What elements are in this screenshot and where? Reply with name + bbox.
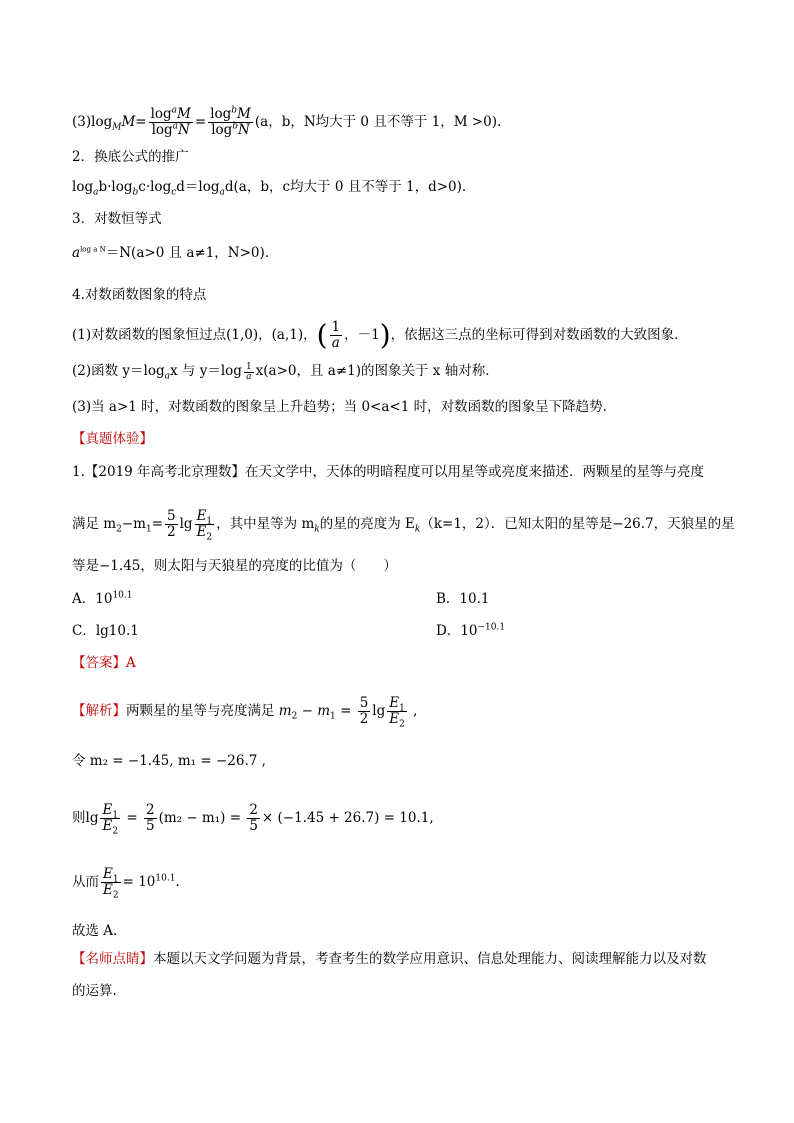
formula-identity: $a^{log a N}=N(a>0$ 且 a≠1，N>0). <box>72 245 270 261</box>
comment-line-2: 的运算. <box>72 983 117 999</box>
question-line-1: 1.【2019 年高考北京理数】在天文学中，天体的明暗程度可以用星等或亮度来描述．两颗星的星等与亮度 <box>72 464 705 480</box>
analysis-line-1: 【解析】两颗星的星等与亮度满足 $m_2 - m_1$ = $\frac{5}{2}$ lg $\frac{E_1}{E_2}$ , <box>72 695 418 730</box>
comment-line-1: 【名师点睛】本题以天文学问题为背景，考查考生的数学应用意识、信息处理能力、阅读理解能力以及对数 <box>72 951 707 967</box>
heading-2: 2．换底公式的推广 <box>72 149 189 165</box>
section4-title: 4.对数函数图象的特点 <box>72 287 207 303</box>
formula-chain: $\log_ab\cdot\log_bc\cdot\log_cd=\log_ad(a$，b，c均大于 0 且不等于 1，d>0). <box>72 179 467 198</box>
question-line-3: 等是−1.45，则太阳与天狼星的亮度的比值为（ ） <box>72 558 397 574</box>
section4-p2: (2)函数 $y=\log_ax$ 与 y＝log $\frac{1}{a}$ x(a>0，且 a≠1)的图象关于 x 轴对称． <box>72 362 499 382</box>
fraction-2: $\frac{\log^bM}{\log^bN}$ <box>210 105 251 138</box>
choice-c[interactable]: C．lg10.1 <box>72 623 139 639</box>
fraction-1: $\frac{\log^aM}{\log^aN}$ <box>150 105 191 138</box>
section4-p1: (1)对数函数的图象恒过点(1,0)，(a,1)，( $\frac{1}{a}$ ，－1)，依据这三点的坐标可得到对数函数的大致图象． <box>72 318 688 352</box>
analysis-line-3: 则lg $\frac{E_1}{E_2}$ = $\frac{2}{5}$ (m₂ − m₁) = $\frac{2}{5}$ × (−1.45 + 26.7) = 10.1, <box>72 802 434 837</box>
choice-b[interactable]: B．10.1 <box>436 591 490 607</box>
formula-change-of-base: $(3)\log_MM=$ $\frac{\log^aM}{\log^aN}$ = $\frac{\log^bM}{\log^bN}$ (a，b，N均大于 0 且不等于 1，M >0). <box>72 105 502 138</box>
exam-heading: 【真题体验】 <box>72 431 153 447</box>
choice-d[interactable]: D．$10^{-10.1}$ <box>436 622 506 639</box>
analysis-conclusion: 故选 A. <box>72 923 118 939</box>
question-line-2: 满足 $m_2-m_1=$ $\frac{5}{2}$ lg $\frac{E_1}{E_2}$ ，其中星等为 $m_k$的星的亮度为 $E_k(k=1$，2）．已知太阳的星等是−26.7，天狼星的星 <box>72 508 735 543</box>
analysis-line-2: 令 m₂ = −1.45, m₁ = −26.7 , <box>72 753 266 769</box>
heading-3: 3．对数恒等式 <box>72 211 162 227</box>
section4-p3: (3)当 a>1 时，对数函数的图象呈上升趋势；当 0<a<1 时，对数函数的图象呈下降趋势． <box>72 399 617 415</box>
choice-a[interactable]: A．$10^{10.1}$ <box>72 590 133 607</box>
answer: 【答案】A <box>72 655 136 671</box>
analysis-line-4: 从而 $\frac{E_1}{E_2}$ = $10^{10.1}$. <box>72 866 180 901</box>
